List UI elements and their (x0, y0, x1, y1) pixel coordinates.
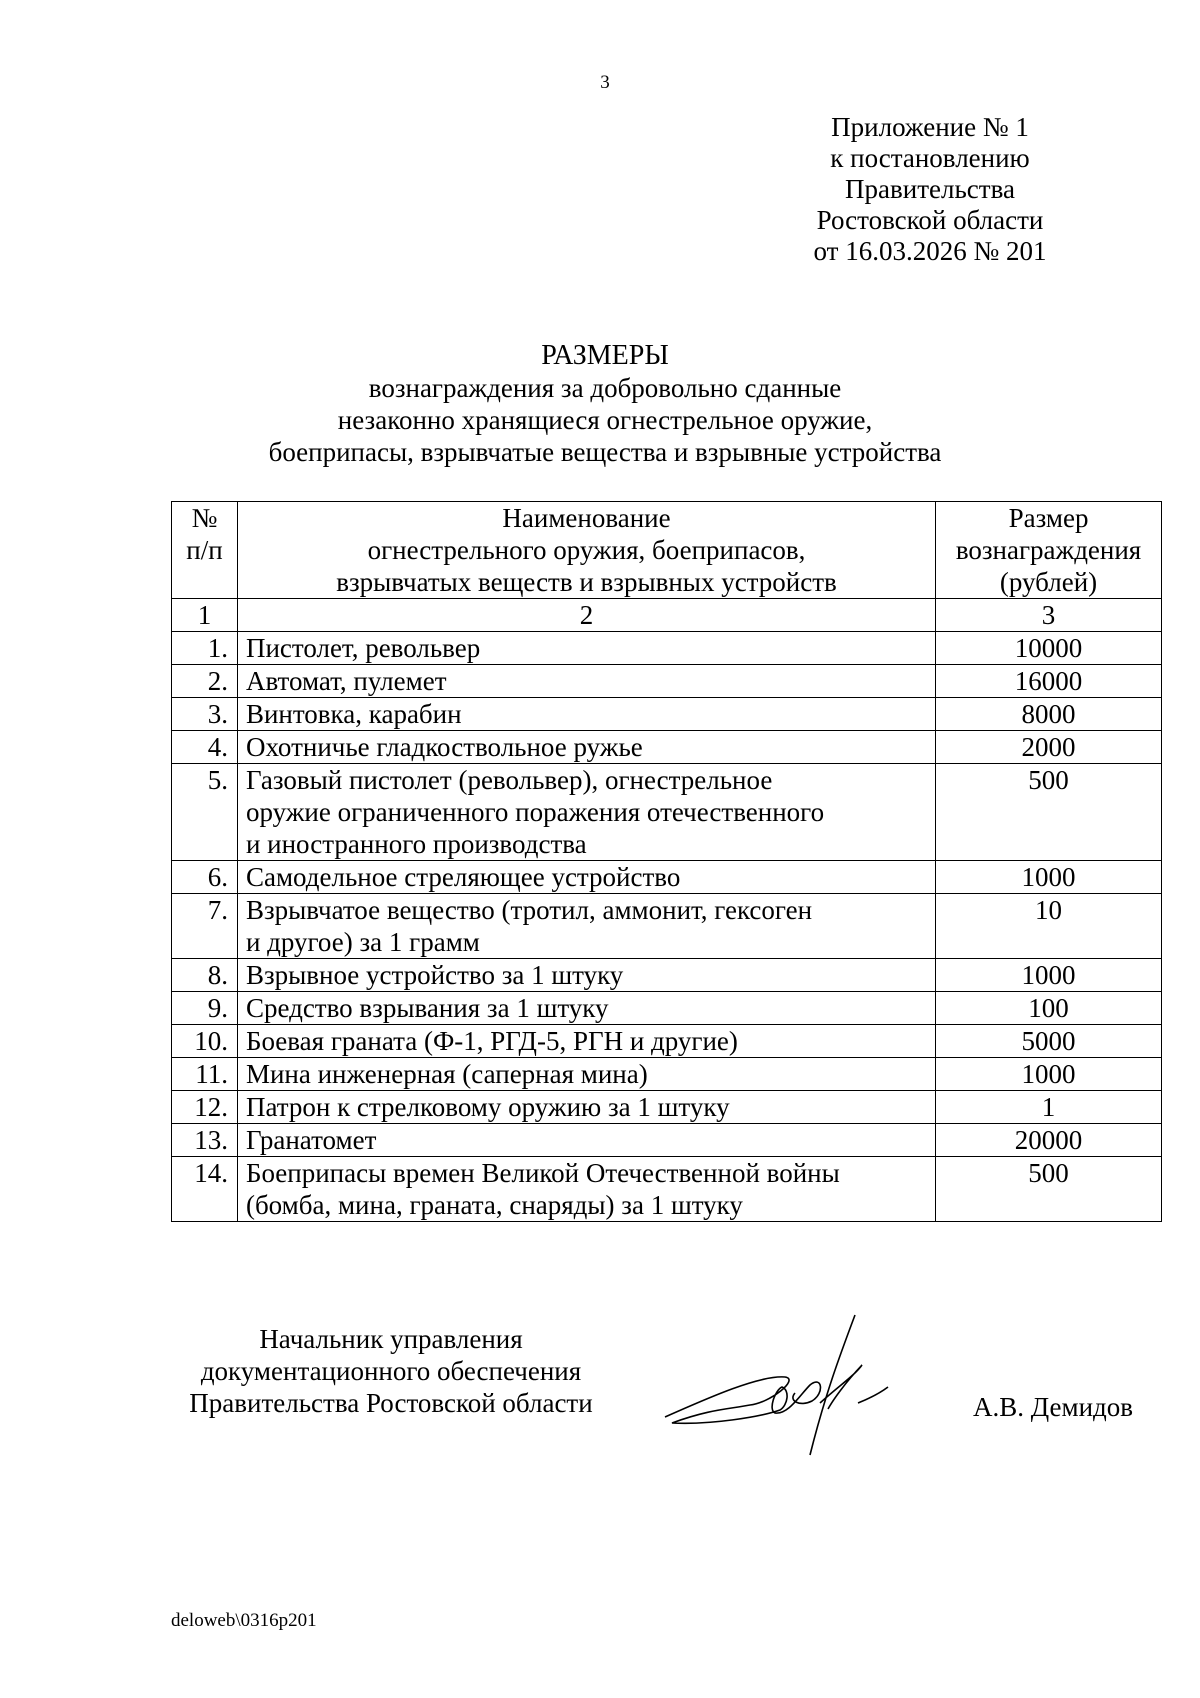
page-number: 3 (600, 72, 610, 93)
rewards-table (171, 501, 1162, 1222)
item-name-line: Патрон к стрелковому оружию за 1 штуку (245, 1092, 730, 1122)
item-name (237, 632, 935, 665)
title-line: боеприпасы, взрывчатые вещества и взрывные устройства (268, 437, 942, 467)
item-name-line: Взрывчатое вещество (тротил, аммонит, гексоген (245, 895, 813, 925)
signatory-line: Начальник управления (259, 1324, 523, 1354)
appendix-line: Правительства (845, 174, 1015, 204)
item-name (237, 861, 935, 894)
title-main: РАЗМЕРЫ (541, 340, 669, 371)
column-number-row (172, 599, 1162, 632)
row-number: 13. (172, 1124, 238, 1157)
appendix-line: к постановлению (830, 143, 1030, 173)
item-name (237, 764, 935, 861)
item-name-line: Взрывное устройство за 1 штуку (245, 960, 624, 990)
item-name-line: Автомат, пулемет (245, 666, 447, 696)
row-number: 6. (172, 861, 238, 894)
appendix-line: от 16.03.2026 № 201 (813, 236, 1047, 266)
title-line: вознаграждения за добровольно сданные (368, 373, 842, 403)
item-name (237, 894, 935, 959)
item-name-line: Мина инженерная (саперная мина) (245, 1059, 648, 1089)
row-number: 7. (172, 894, 238, 959)
table-body (172, 632, 1162, 1222)
reward-amount: 1000 (936, 1058, 1162, 1091)
item-name (237, 731, 935, 764)
item-name (237, 1025, 935, 1058)
signatory-line: документационного обеспечения (200, 1356, 582, 1386)
item-name (237, 959, 935, 992)
header-text: взрывчатых веществ и взрывных устройств (336, 567, 837, 597)
item-name-line: (бомба, мина, граната, снаряды) за 1 штуку (245, 1190, 743, 1220)
table-row (172, 1091, 1162, 1124)
appendix-line: Ростовской области (816, 205, 1044, 235)
item-name (237, 992, 935, 1025)
item-name-line: Боеприпасы времен Великой Отечественной войны (245, 1158, 840, 1188)
table-row (172, 665, 1162, 698)
reward-amount: 10 (936, 894, 1162, 959)
item-name-line: Охотничье гладкоствольное ружье (245, 732, 643, 762)
reward-amount: 100 (936, 992, 1162, 1025)
item-name-line: и иностранного производства (245, 829, 587, 859)
row-number: 11. (172, 1058, 238, 1091)
item-name-line: Винтовка, карабин (245, 699, 462, 729)
row-number: 10. (172, 1025, 238, 1058)
row-number: 4. (172, 731, 238, 764)
table-row (172, 959, 1162, 992)
table-header-row (172, 502, 1162, 599)
row-number: 5. (172, 764, 238, 861)
table-row (172, 731, 1162, 764)
signatory-line: Правительства Ростовской области (189, 1388, 593, 1418)
item-name-line: Боевая граната (Ф-1, РГД-5, РГН и другие) (245, 1026, 738, 1056)
header-text: вознаграждения (955, 535, 1142, 565)
table-row (172, 1058, 1162, 1091)
header-text: № (191, 503, 218, 533)
column-number: 1 (172, 599, 238, 632)
document-title (0, 340, 1200, 468)
item-name (237, 1124, 935, 1157)
table-row (172, 1157, 1162, 1222)
reward-amount: 20000 (936, 1124, 1162, 1157)
header-text: (рублей) (999, 567, 1098, 597)
reward-amount: 1000 (936, 959, 1162, 992)
reward-amount: 500 (936, 764, 1162, 861)
table-row (172, 894, 1162, 959)
item-name-line: Газовый пистолет (револьвер), огнестрельное (245, 765, 773, 795)
header-text: Наименование (502, 503, 671, 533)
appendix-header (760, 112, 1100, 267)
footer-code: deloweb\0316p201 (171, 1610, 317, 1631)
table-row (172, 698, 1162, 731)
reward-amount: 2000 (936, 731, 1162, 764)
item-name (237, 1058, 935, 1091)
header-amount (936, 502, 1162, 599)
header-name (237, 502, 935, 599)
reward-amount: 8000 (936, 698, 1162, 731)
column-number: 3 (936, 599, 1162, 632)
header-text: п/п (186, 535, 223, 565)
signatory-name: А.В. Демидов (973, 1392, 1134, 1422)
item-name (237, 1091, 935, 1124)
item-name-line: Средство взрывания за 1 штуку (245, 993, 609, 1023)
appendix-line: Приложение № 1 (831, 112, 1029, 142)
signatory-title (171, 1323, 611, 1419)
reward-amount: 5000 (936, 1025, 1162, 1058)
item-name-line: и другое) за 1 грамм (245, 927, 480, 957)
reward-amount: 1 (936, 1091, 1162, 1124)
title-line: незаконно хранящиеся огнестрельное оружие, (337, 405, 873, 435)
table-row (172, 764, 1162, 861)
table-row (172, 1124, 1162, 1157)
row-number: 12. (172, 1091, 238, 1124)
reward-amount: 500 (936, 1157, 1162, 1222)
item-name-line: оружие ограниченного поражения отечественного (245, 797, 825, 827)
table-row (172, 632, 1162, 665)
reward-amount: 1000 (936, 861, 1162, 894)
item-name (237, 1157, 935, 1222)
row-number: 3. (172, 698, 238, 731)
column-number: 2 (237, 599, 935, 632)
header-text: Размер (1008, 503, 1089, 533)
handwritten-signature (650, 1305, 910, 1475)
item-name (237, 698, 935, 731)
header-text: огнестрельного оружия, боеприпасов, (367, 535, 806, 565)
item-name-line: Гранатомет (245, 1125, 377, 1155)
item-name-line: Пистолет, револьвер (245, 633, 481, 663)
header-number (172, 502, 238, 599)
item-name (237, 665, 935, 698)
reward-amount: 10000 (936, 632, 1162, 665)
table-row (172, 992, 1162, 1025)
item-name-line: Самодельное стреляющее устройство (245, 862, 681, 892)
row-number: 8. (172, 959, 238, 992)
row-number: 9. (172, 992, 238, 1025)
table-row (172, 861, 1162, 894)
row-number: 14. (172, 1157, 238, 1222)
table-row (172, 1025, 1162, 1058)
row-number: 2. (172, 665, 238, 698)
row-number: 1. (172, 632, 238, 665)
reward-amount: 16000 (936, 665, 1162, 698)
